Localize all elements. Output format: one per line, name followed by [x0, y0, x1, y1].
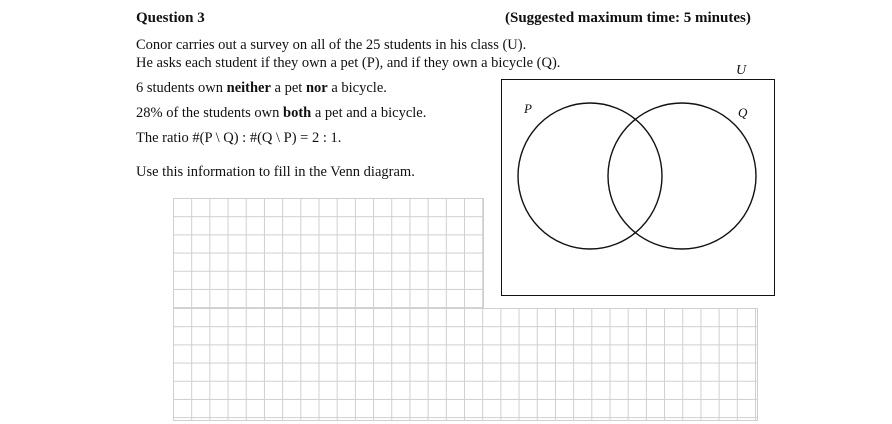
survey-question-text: He asks each student if they own a pet (P), and if they own a bicycle (Q).: [136, 55, 561, 71]
neither-mid: a pet: [270, 80, 306, 96]
neither-emphasis: neither: [226, 80, 271, 96]
both-prefix: 28% of the students own: [136, 105, 283, 121]
instruction-text: Use this information to fill in the Venn diagram.: [136, 164, 415, 180]
set-q-circle: [608, 103, 756, 249]
universal-set-label: U: [736, 63, 747, 78]
set-p-circle: [518, 103, 662, 249]
neither-prefix: 6 students own: [136, 80, 227, 96]
ratio-statement: The ratio #(P \ Q) : #(Q \ P) = 2 : 1.: [136, 130, 342, 146]
venn-diagram[interactable]: [501, 79, 775, 296]
both-emphasis: both: [283, 105, 312, 121]
time-note: (Suggested maximum time: 5 minutes): [505, 10, 751, 26]
nor-emphasis: nor: [305, 80, 328, 96]
set-p-label: P: [524, 101, 532, 116]
survey-intro-text: Conor carries out a survey on all of the 25 students in his class (U).: [136, 37, 527, 53]
neither-statement: [136, 80, 387, 97]
both-statement: [136, 105, 426, 122]
neither-suffix: a bicycle.: [327, 80, 387, 96]
answer-grid-lower[interactable]: [173, 308, 758, 421]
set-q-label: Q: [738, 105, 748, 120]
question-title: Question 3: [136, 10, 205, 26]
both-suffix: a pet and a bicycle.: [311, 105, 427, 121]
answer-grid-upper[interactable]: [173, 198, 484, 309]
venn-svg: [502, 80, 773, 294]
